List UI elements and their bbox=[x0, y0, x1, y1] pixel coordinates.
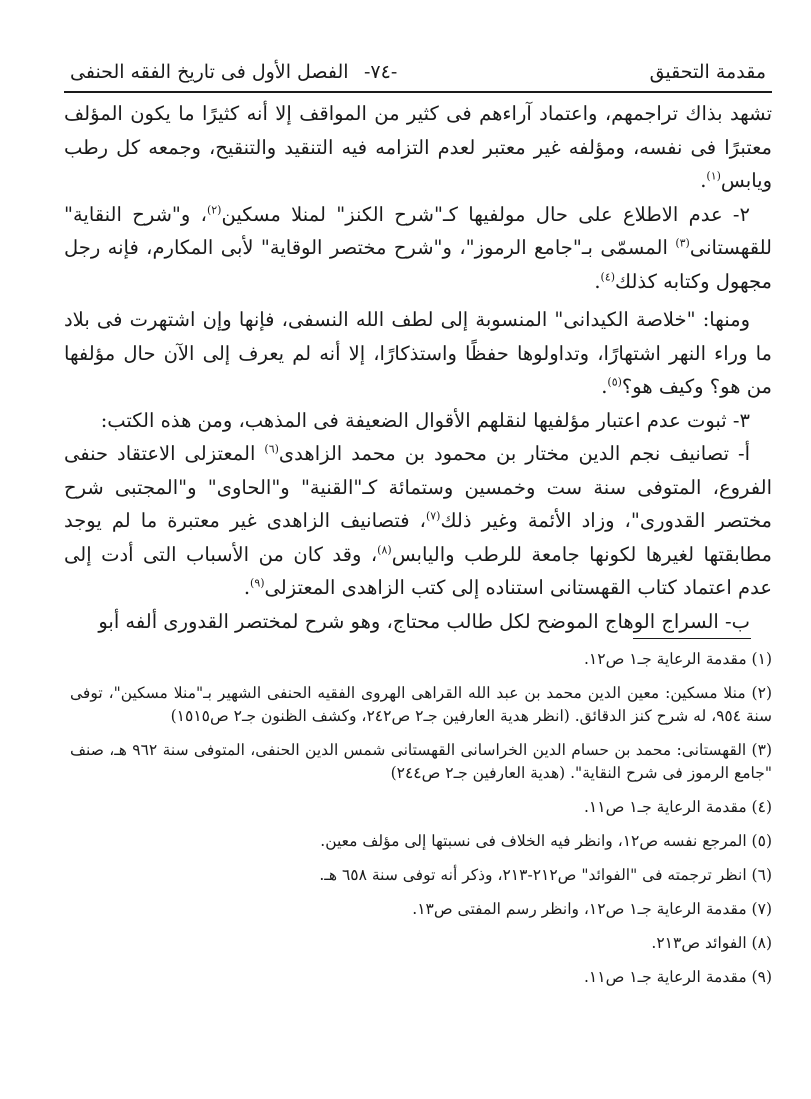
page bbox=[64, 58, 772, 638]
footnote: (٩) مقدمة الرعاية جـ١ ص١١. bbox=[583, 968, 772, 986]
footnote: (٢) منلا مسكين: معين الدين محمد بن عبد الله القراهى الهروى الفقيه الحنفى الشهير بـ"منلا مسكين"، توفى سنة ٩٥٤، له شرح كنز الدقائق. (انظر هدية العارفين جـ٢ ص٢٤٢، وكشف الظنون جـ٢ ص١٥١٥) bbox=[70, 684, 772, 725]
footnote: (٣) القهستانى: محمد بن حسام الدين الخراسانى القهستانى شمس الدين الحنفى، المتوفى سنة ٩٦٢ هـ، صنف "جامع الرموز فى شرح النقاية". (هدية العارفين جـ٢ ص٢٤٤) bbox=[70, 741, 772, 782]
footnote: (٦) انظر ترجمته فى "الفوائد" ص٢١٢-٢١٣، وذكر أنه توفى سنة ٦٥٨ هـ. bbox=[319, 866, 772, 884]
paragraph-4: ٣- ثبوت عدم اعتبار مؤلفيها لنقلهم الأقوال الضعيفة فى المذهب، ومن هذه الكتب: bbox=[100, 408, 750, 432]
footnote-separator bbox=[633, 638, 751, 639]
header-rule bbox=[64, 91, 772, 93]
running-header bbox=[64, 58, 772, 88]
main-text bbox=[64, 97, 772, 638]
footnote-ref-7: (٧) bbox=[425, 509, 441, 523]
footnote-ref-2: (٢) bbox=[206, 203, 222, 216]
footnote: (٤) مقدمة الرعاية جـ١ ص١١. bbox=[583, 798, 772, 816]
footnote-ref-6: (٦) bbox=[264, 442, 279, 456]
footnote-ref-1: (١) bbox=[706, 169, 721, 183]
paragraph-6: ب- السراج الوهاج الموضح لكل طالب محتاج، وهو شرح لمختصر القدورى ألفه أبو bbox=[98, 609, 750, 633]
footnote-ref-5: (٥) bbox=[607, 375, 622, 389]
footnotes bbox=[70, 648, 772, 1000]
footnote: (٧) مقدمة الرعاية جـ١ ص١٢، وانظر رسم المفتى ص١٣. bbox=[412, 900, 772, 918]
footnote: (١) مقدمة الرعاية جـ١ ص١٢. bbox=[583, 650, 772, 668]
footnote: (٥) المرجع نفسه ص١٢، وانظر فيه الخلاف فى نسبتها إلى مؤلف معين. bbox=[320, 832, 772, 850]
header-chapter-title: الفصل الأول فى تاريخ الفقه الحنفى bbox=[70, 61, 349, 83]
paragraph-5: أ- تصانيف نجم الدين مختار بن محمود بن محمد الزاهدى$^{(٦)}$ المعتزلى الاعتقاد حنفى الفروع، المتوفى سنة ست وخمسين وستمائة كـ"القنية" و"الحاوى" و"المجتبى شرح مختصر القدورى"، وزاد الأئمة وغير ذلك$^{(٧)}$، فتصانيف الزاهدى غير معتبرة ما لم يوجد مطابقتها لغيرها لكونها جامعة للرطب واليابس$^{(٨)}$، وقد كان من الأسباب التى أدت إلى عدم اعتماد كتاب القهستانى استناده إلى كتب الزاهدى المعتزلى$^{(٩)}$. bbox=[64, 442, 772, 599]
footnote-ref-8: (٨) bbox=[377, 543, 392, 556]
footnote-ref-9: (٩) bbox=[250, 576, 265, 590]
paragraph-3: ومنها: "خلاصة الكيدانى" المنسوبة إلى لطف الله النسفى، فإنها وإن اشتهرت فى بلاد ما وراء النهر اشتهارًا، وتداولوها حفظًا واستذكارًا، إلا أنه لم يعرف إلى الآن حال مؤلفها من هو؟ وكيف هو؟$^{(٥)}$. bbox=[64, 308, 772, 398]
paragraph-2: ٢- عدم الاطلاع على حال مولفيها كـ"شرح الكنز" لمنلا مسكين$^{(٢)}$، و"شرح النقاية" للقهستانى$^{(٣)}$ المسمّى بـ"جامع الرموز"، و"شرح مختصر الوقاية" لأبى المكارم، فإنه رجل مجهول وكتابه كذلك$^{(٤)}$. bbox=[64, 202, 772, 293]
footnote: (٨) الفوائد ص٢١٣. bbox=[651, 934, 772, 952]
footnote-ref-4: (٤) bbox=[600, 270, 616, 283]
paragraph-1: تشهد بذاك تراجمهم، واعتماد آراءهم فى كثير من المواقف إلا أنه كثيرًا ما يكون المؤلف معتبرًا فى نفسه، ومؤلفه غير معتبر لعدم التزامه فيه التنقيد والتنقيح، وجمعه كل رطب ويابس$^{(١)}$. bbox=[64, 102, 772, 192]
footnote-ref-3: (٣) bbox=[675, 236, 690, 250]
header-section-title: مقدمة التحقيق bbox=[649, 61, 766, 83]
page-number: -٧٤- bbox=[364, 61, 398, 83]
